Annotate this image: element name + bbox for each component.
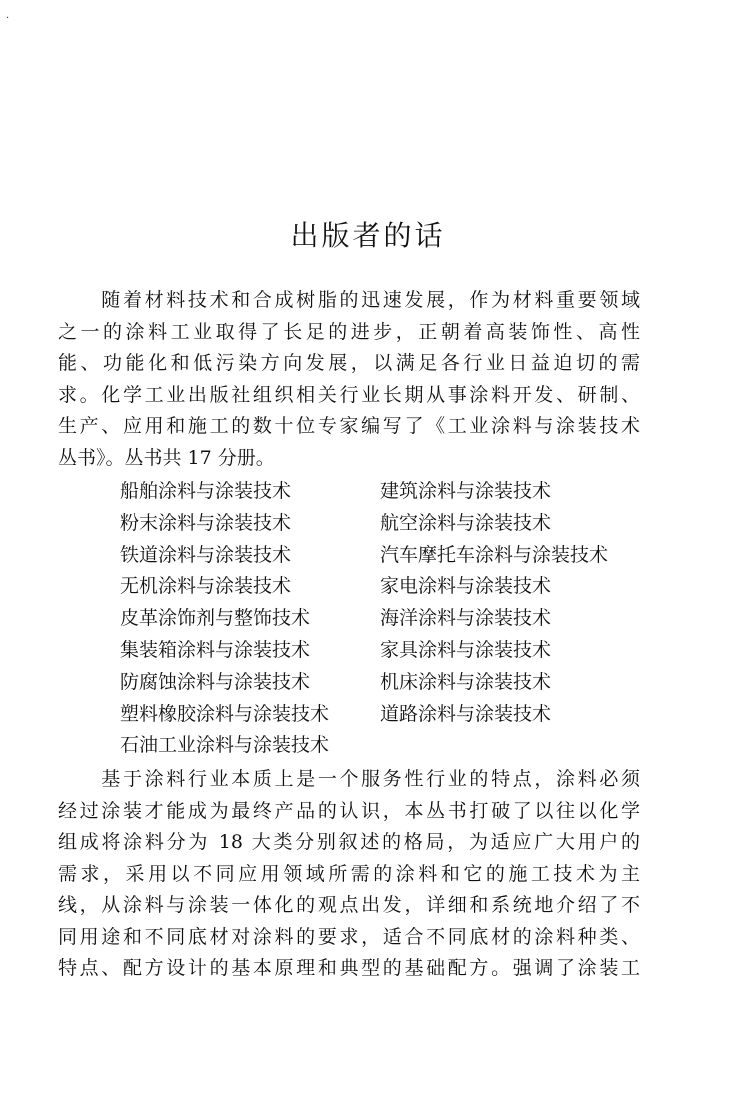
- book-title: 无机涂料与涂装技术: [120, 575, 292, 598]
- paragraph-line: 丛书》。丛书共 17 分册。: [58, 446, 275, 469]
- book-title: 塑料橡胶涂料与涂装技术: [120, 702, 330, 725]
- corner-mark: ·: [6, 13, 10, 24]
- intro-paragraph: [58, 285, 640, 474]
- book-title: 皮革涂饰剂与整饰技术: [120, 607, 311, 630]
- book-title: [380, 730, 660, 762]
- book-title: 家具涂料与涂装技术: [380, 638, 552, 661]
- paragraph-line: 特点、配方设计的基本原理和典型的基础配方。强调了涂装工: [58, 957, 640, 979]
- book-title: 海洋涂料与涂装技术: [380, 607, 552, 630]
- paragraph-line: 随着材料技术和合成树脂的迅速发展，作为材料重要领域: [58, 289, 640, 311]
- paragraph-line: 基于涂料行业本质上是一个服务性行业的特点，涂料必须: [58, 768, 640, 790]
- book-row: [120, 635, 660, 667]
- paragraph-line: 同用途和不同底材对涂料的要求，适合不同底材的涂料种类、: [58, 925, 640, 948]
- book-title: 航空涂料与涂装技术: [380, 511, 552, 534]
- book-title: 石油工业涂料与涂装技术: [120, 734, 330, 757]
- book-row: [120, 476, 660, 508]
- book-row: [120, 508, 660, 540]
- book-title: 铁道涂料与涂装技术: [120, 543, 292, 566]
- book-row: [120, 699, 660, 731]
- book-title: 建筑涂料与涂装技术: [380, 480, 552, 502]
- book-row: [120, 571, 660, 603]
- paragraph-line: 经过涂装才能成为最终产品的认识，本丛书打破了以往以化学: [58, 799, 640, 822]
- paragraph-line: 之一的涂料工业取得了长足的进步，正朝着高装饰性、高性: [58, 320, 640, 343]
- book-title: 船舶涂料与涂装技术: [120, 480, 292, 502]
- book-title: 汽车摩托车涂料与涂装技术: [380, 543, 609, 566]
- scope-paragraph: [58, 764, 640, 985]
- book-title: 集装箱涂料与涂装技术: [120, 638, 311, 661]
- book-title: 防腐蚀涂料与涂装技术: [120, 670, 311, 693]
- book-title: 粉末涂料与涂装技术: [120, 511, 292, 534]
- book-series-list: [120, 476, 660, 762]
- paragraph-line: 线，从涂料与涂装一体化的观点出发，详细和系统地介绍了不: [58, 894, 640, 916]
- book-row: [120, 540, 660, 572]
- paragraph-line: 能、功能化和低污染方向发展，以满足各行业日益迫切的需: [58, 352, 640, 374]
- paragraph-line: 需求，采用以不同应用领域所需的涂料和它的施工技术为主: [58, 862, 640, 885]
- paragraph-line: 求。化学工业出版社组织相关行业长期从事涂料开发、研制、: [58, 383, 640, 406]
- book-title: 机床涂料与涂装技术: [380, 670, 552, 693]
- book-row: [120, 603, 660, 635]
- book-row: [120, 667, 660, 699]
- book-title: 道路涂料与涂装技术: [380, 702, 552, 725]
- paragraph-line: 生产、应用和施工的数十位专家编写了《工业涂料与涂装技术: [58, 415, 640, 437]
- book-row: [120, 730, 660, 762]
- paragraph-line: 组成将涂料分为 18 大类分别叙述的格局，为适应广大用户的: [58, 831, 640, 853]
- page-title: 出版者的话: [290, 219, 446, 252]
- book-title: 家电涂料与涂装技术: [380, 575, 552, 598]
